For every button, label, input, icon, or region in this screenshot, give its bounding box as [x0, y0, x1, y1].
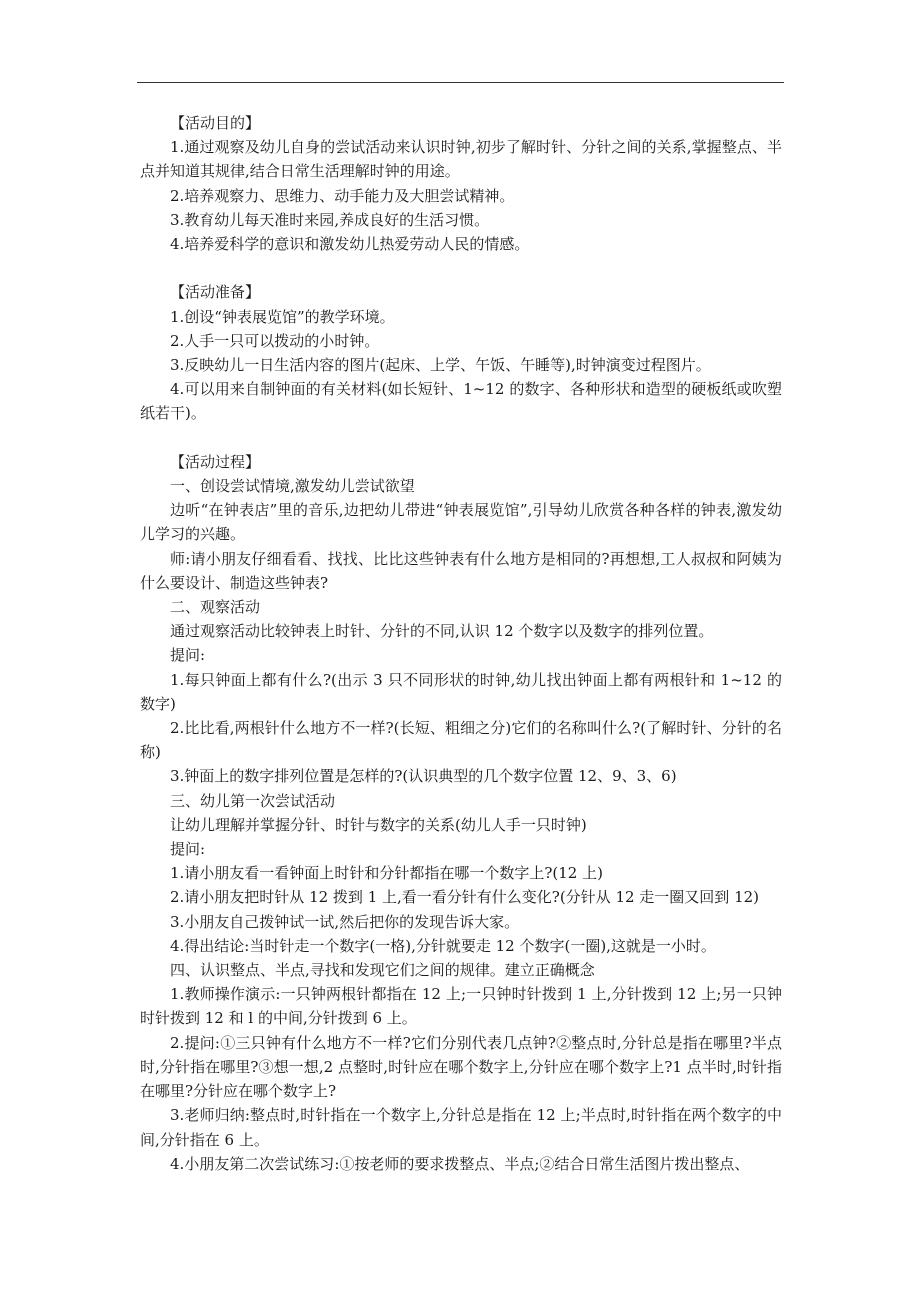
subheading: 四、认识整点、半点,寻找和发现它们之间的规律。建立正确概念 — [170, 961, 595, 980]
paragraph: 3.老师归纳:整点时,时针指在一个数字上,分针总是指在 12 上;半点时,时针指在两个数字的中间,分针指在 6 上。 — [140, 1106, 782, 1149]
paragraph: 1.请小朋友看一看钟面上时针和分针都指在哪一个数字上?(12 上) — [170, 864, 603, 883]
subheading: 一、创设尝试情境,激发幼儿尝试欲望 — [170, 477, 415, 496]
paragraph: 提问: — [170, 840, 206, 859]
section-preparation — [140, 280, 782, 425]
paragraph: 4.培养爱科学的意识和激发幼儿热爱劳动人民的情感。 — [170, 235, 530, 254]
paragraph: 3.钟面上的数字排列位置是怎样的?(认识典型的几个数字位置 12、9、3、6) — [170, 767, 677, 786]
paragraph: 4.可以用来自制钟面的有关材料(如长短针、1~12 的数字、各种形状和造型的硬板纸或吹塑纸若干)。 — [140, 380, 782, 423]
section-heading: 【活动准备】 — [170, 283, 261, 302]
paragraph: 2.人手一只可以拨动的小时钟。 — [170, 331, 380, 350]
paragraph: 2.培养观察力、思维力、动手能力及大胆尝试精神。 — [170, 186, 515, 205]
subheading: 三、幼儿第一次尝试活动 — [170, 791, 336, 810]
paragraph: 2.比比看,两根针什么地方不一样?(长短、粗细之分)它们的名称叫什么?(了解时针、分针的名称) — [140, 719, 782, 762]
paragraph: 1.教师操作演示:一只钟两根针都指在 12 上;一只钟时针拨到 1 上,分针拨到 12 上;另一只钟时针拨到 12 和 l 的中间,分针拨到 6 上。 — [140, 985, 782, 1028]
paragraph: 4.得出结论:当时针走一个数字(一格),分针就要走 12 个数字(一圈),这就是一小时。 — [170, 936, 716, 955]
paragraph: 3.反映幼儿一日生活内容的图片(起床、上学、午饭、午睡等),时钟演变过程图片。 — [170, 356, 711, 375]
section-heading: 【活动过程】 — [170, 452, 261, 471]
paragraph: 4.小朋友第二次尝试练习:①按老师的要求拨整点、半点;②结合日常生活图片拨出整点、 — [170, 1154, 750, 1173]
section-heading: 【活动目的】 — [170, 114, 261, 132]
section-process — [140, 450, 782, 1176]
paragraph: 提问: — [170, 646, 206, 665]
section-gap — [140, 426, 782, 450]
paragraph: 1.创设“钟表展览馆”的教学环境。 — [170, 307, 395, 326]
paragraph: 3.小朋友自己拨钟试一试,然后把你的发现告诉大家。 — [170, 912, 520, 931]
section-gap — [140, 256, 782, 280]
paragraph: 3.教育幼儿每天准时来园,养成良好的生活习惯。 — [170, 210, 490, 229]
paragraph: 1.通过观察及幼儿自身的尝试活动来认识时钟,初步了解时针、分针之间的关系,掌握整点、半点并知道其规律,结合日常生活理解时钟的用途。 — [140, 138, 782, 181]
paragraph: 1.每只钟面上都有什么?(出示 3 只不同形状的时钟,幼儿找出钟面上都有两根针和 1~12 的数字) — [140, 670, 782, 713]
paragraph: 通过观察活动比较钟表上时针、分针的不同,认识 12 个数字以及数字的排列位置。 — [170, 622, 714, 641]
paragraph: 2.请小朋友把时针从 12 拨到 1 上,看一看分针有什么变化?(分针从 12 走一圈又回到 12) — [170, 888, 760, 907]
section-objectives — [140, 111, 782, 256]
paragraph: 让幼儿理解并掌握分针、时针与数字的关系(幼儿人手一只时钟) — [170, 815, 587, 834]
header-rule — [137, 82, 784, 83]
paragraph: 2.提问:①三只钟有什么地方不一样?它们分别代表几点钟?②整点时,分针总是指在哪里?半点时,分针指在哪里?③想一想,2 点整时,时针应在哪个数字上,分针应在哪个数字上?1 点半时,时针指在哪里?分针应在哪个数字上? — [140, 1033, 782, 1101]
document-body — [140, 111, 782, 1176]
paragraph: 边听“在钟表店”里的音乐,边把幼儿带进“钟表展览馆”,引导幼儿欣赏各种各样的钟表,激发幼儿学习的兴趣。 — [140, 501, 782, 544]
subheading: 二、观察活动 — [170, 598, 261, 617]
paragraph: 师:请小朋友仔细看看、找找、比比这些钟表有什么地方是相同的?再想想,工人叔叔和阿姨为什么要设计、制造这些钟表? — [140, 549, 782, 592]
